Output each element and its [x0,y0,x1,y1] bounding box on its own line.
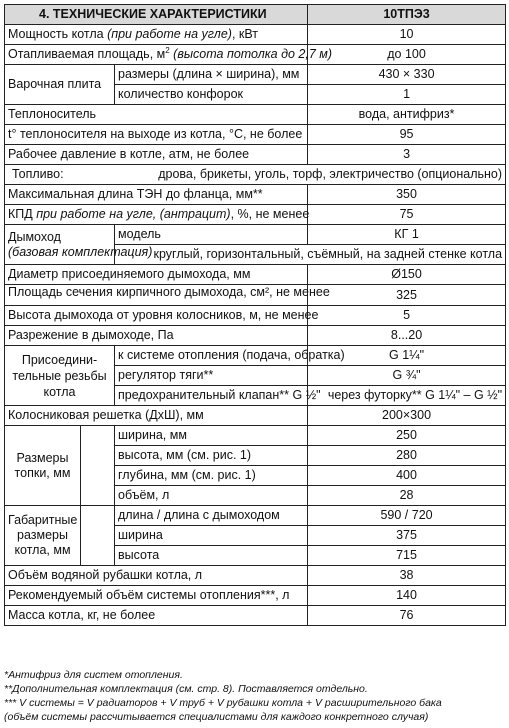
row-system-volume [5,586,506,606]
row-value: G 1¼" [308,346,506,366]
row-label: длина / длина с дымоходом [115,506,308,526]
row-hob-size [5,65,506,85]
spec-table [4,4,506,626]
hob-group-label: Варочная плита [5,65,115,105]
row-value: 3 [308,145,506,165]
row-value: 250 [308,426,506,446]
row-label: ширина, мм [115,426,308,446]
row-label: размеры (длина × ширина), мм [115,65,308,85]
row-value: 280 [308,446,506,466]
overall-spacer [81,506,115,566]
row-value: Ø150 [308,265,506,285]
row-label: Колосниковая решетка (ДхШ), мм [5,406,308,426]
flue-description: круглый, горизонтальный, съёмный, на задней стенке котла [115,245,506,265]
row-label: количество конфорок [115,85,308,105]
row-value: КГ 1 [308,225,506,245]
row-label: Отапливаемая площадь, $м^2$ (высота потолка до 2,7 м) [5,45,308,65]
row-value: через футорку** G 1¼" – G ½" [308,386,506,406]
row-fuel [5,165,506,185]
footnote: (объём системы рассчитывается специалистами для каждого конкретного случая) [4,711,429,723]
row-label: ширина [115,526,308,546]
row-label: Масса котла, кг, не более [5,606,308,626]
row-value: 76 [308,606,506,626]
row-value: 38 [308,566,506,586]
row-value: 200×300 [308,406,506,426]
row-value: 400 [308,466,506,486]
row-label: регулятор тяги** [115,366,308,386]
overall-group-label: Габаритные размеры котла, мм [5,506,81,566]
row-threads-heating [5,346,506,366]
firebox-spacer [81,426,115,506]
row-value: G ¾" [308,366,506,386]
row-label: Диаметр присоединяемого дымохода, мм [5,265,308,285]
row-value: 1 [308,85,506,105]
footnote: *** V системы = V радиаторов + V труб + V рубашки котла + V расширительного бака [4,697,442,709]
row-value: 325 [308,285,506,306]
row-label: Высота дымохода от уровня колосников, м, не менее [5,306,308,326]
row-label: глубина, мм (см. рис. 1) [115,466,308,486]
row-label: КПД при работе на угле, (антрацит), %, не менее [5,205,308,225]
section-title: 4. ТЕХНИЧЕСКИЕ ХАРАКТЕРИСТИКИ [5,5,308,25]
row-draft [5,326,506,346]
row-chimney-height [5,306,506,326]
row-value: 715 [308,546,506,566]
row-firebox-width [5,426,506,446]
footnotes [4,668,505,724]
row-area [5,45,506,65]
row-label: Объём водяной рубашки котла, л [5,566,308,586]
table-header [5,5,506,25]
row-label: предохранительный клапан** G ½" [115,386,308,406]
fuel-cell [5,165,506,185]
row-temp [5,125,506,145]
row-flue-diameter [5,265,506,285]
row-label: высота [115,546,308,566]
row-coolant [5,105,506,125]
row-label: Мощность котла (при работе на угле), кВт [5,25,308,45]
row-overall-length [5,506,506,526]
row-chimney-area [5,285,506,306]
threads-group-label: Присоедини-тельные резьбы котла [5,346,115,406]
row-label: Максимальная длина ТЭН до фланца, мм** [5,185,308,205]
row-value: 375 [308,526,506,546]
row-value: 590 / 720 [308,506,506,526]
row-label: t° теплоносителя на выходе из котла, °С, не более [5,125,308,145]
row-grate [5,406,506,426]
row-label: Теплоноситель [5,105,308,125]
row-label: Рабочее давление в котле, атм, не более [5,145,308,165]
row-value: 28 [308,486,506,506]
row-label: высота, мм (см. рис. 1) [115,446,308,466]
row-pressure [5,145,506,165]
row-label: объём, л [115,486,308,506]
firebox-group-label: Размеры топки, мм [5,426,81,506]
row-flue-model [5,225,506,245]
row-label: Рекомендуемый объём системы отопления***, л [5,586,308,606]
row-value: 10 [308,25,506,45]
row-tan [5,185,506,205]
row-label: Разрежение в дымоходе, Па [5,326,308,346]
row-value: 75 [308,205,506,225]
row-efficiency [5,205,506,225]
row-value: до 100 [308,45,506,65]
row-label: Площадь сечения кирпичного дымохода, см², не менее [5,285,308,306]
footnote: **Дополнительная комплектация (см. стр. 8). Поставляется отдельно. [4,683,368,695]
row-value: 95 [308,125,506,145]
row-label: модель [115,225,308,245]
row-value: вода, антифриз* [308,105,506,125]
row-value: 140 [308,586,506,606]
row-power [5,25,506,45]
row-mass [5,606,506,626]
footnote: *Антифриз для систем отопления. [4,669,183,681]
row-jacket [5,566,506,586]
row-value: дрова, брикеты, уголь, торф, электричество (опционально) [158,167,503,181]
model-name: 10ТПЭ3 [308,5,506,25]
row-value: 5 [308,306,506,326]
flue-group-label: Дымоход (базовая комплектация) [5,225,115,265]
row-label: Топливо: [12,167,64,181]
row-label: к системе отопления (подача, обратка) [115,346,308,366]
row-value: 350 [308,185,506,205]
row-value: 8...20 [308,326,506,346]
row-value: 430 × 330 [308,65,506,85]
